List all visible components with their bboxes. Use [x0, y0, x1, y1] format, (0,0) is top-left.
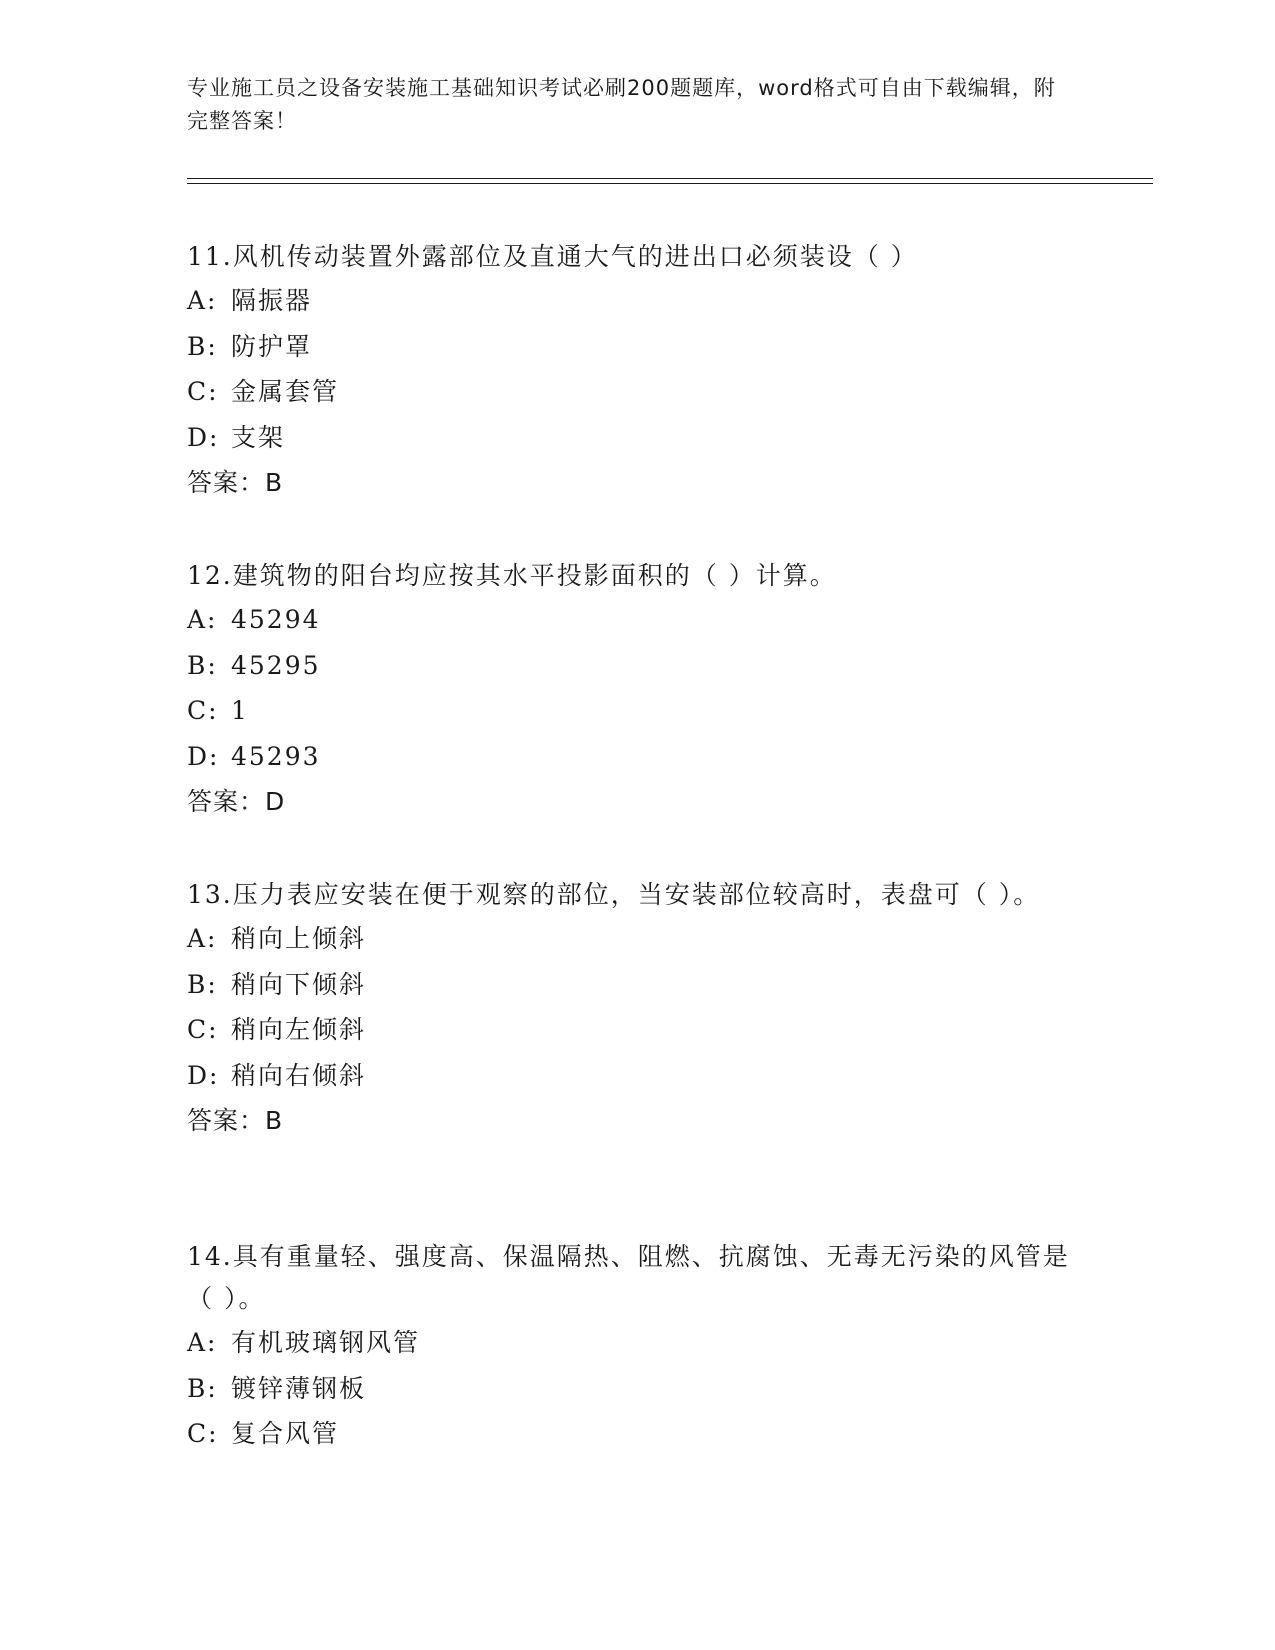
option-text: 复合风管 [231, 1419, 340, 1448]
option-a [187, 278, 1087, 324]
option-text: 稍向左倾斜 [231, 1015, 367, 1044]
option-c [187, 688, 1087, 734]
option-text: 45294 [231, 605, 321, 634]
option-text: 稍向上倾斜 [231, 924, 367, 953]
answer-line: 答案：B [187, 468, 284, 497]
option-key: D: [187, 741, 220, 771]
option-key: A: [187, 286, 218, 315]
option-key: C: [187, 377, 219, 406]
answer-line: 答案：B [187, 1106, 284, 1135]
option-key: A: [187, 605, 218, 634]
option-b [187, 962, 1087, 1008]
option-key: D: [187, 1060, 220, 1090]
option-c [187, 1411, 1087, 1457]
option-d [187, 1053, 1087, 1099]
option-key: C: [187, 1015, 219, 1044]
option-text: 45293 [231, 741, 321, 771]
option-key: A: [187, 924, 218, 953]
option-b [187, 1366, 1087, 1412]
option-c [187, 1007, 1087, 1053]
question-title: 14.具有重量轻、强度高、保温隔热、阻燃、抗腐蚀、无毒无污染的风管是（ ）。 [187, 1242, 1070, 1313]
document-intro-text: 专业施工员之设备安装施工基础知识考试必刷200题题库，word格式可自由下载编辑，附完整答案！ [187, 76, 1056, 133]
option-key: B: [187, 331, 218, 361]
question-block-12 [187, 555, 1087, 825]
option-d [187, 415, 1087, 461]
question-title: 13.压力表应安装在便于观察的部位，当安装部位较高时，表盘可（ ）。 [187, 880, 1041, 909]
option-text: 镀锌薄钢板 [231, 1373, 367, 1403]
option-key: D: [187, 422, 220, 452]
option-text: 支架 [231, 422, 286, 452]
question-title: 11.风机传动装置外露部位及直通大气的进出口必须装设（ ） [187, 242, 918, 271]
option-key: B: [187, 969, 218, 999]
header-divider-line [187, 178, 1153, 179]
option-key: B: [187, 1373, 218, 1403]
header-divider-line-second [187, 183, 1153, 184]
option-key: C: [187, 696, 219, 725]
option-b [187, 324, 1087, 370]
question-title: 12.建筑物的阳台均应按其水平投影面积的（ ）计算。 [187, 561, 837, 590]
option-a [187, 1320, 1087, 1366]
option-key: C: [187, 1419, 219, 1448]
option-a [187, 597, 1087, 643]
option-text: 稍向右倾斜 [231, 1060, 367, 1090]
question-block-11 [187, 236, 1087, 506]
option-key: A: [187, 1328, 218, 1357]
question-block-14 [187, 1236, 1087, 1457]
option-text: 金属套管 [231, 377, 340, 406]
option-b [187, 643, 1087, 689]
option-d [187, 734, 1087, 780]
option-text: 有机玻璃钢风管 [231, 1328, 421, 1357]
option-text: 45295 [231, 650, 321, 680]
option-key: B: [187, 650, 218, 680]
option-text: 1 [231, 696, 249, 725]
question-block-13 [187, 874, 1087, 1144]
option-text: 稍向下倾斜 [231, 969, 367, 999]
option-c [187, 369, 1087, 415]
option-text: 防护罩 [231, 331, 313, 361]
answer-line: 答案：D [187, 787, 286, 816]
option-a [187, 916, 1087, 962]
option-text: 隔振器 [231, 286, 313, 315]
